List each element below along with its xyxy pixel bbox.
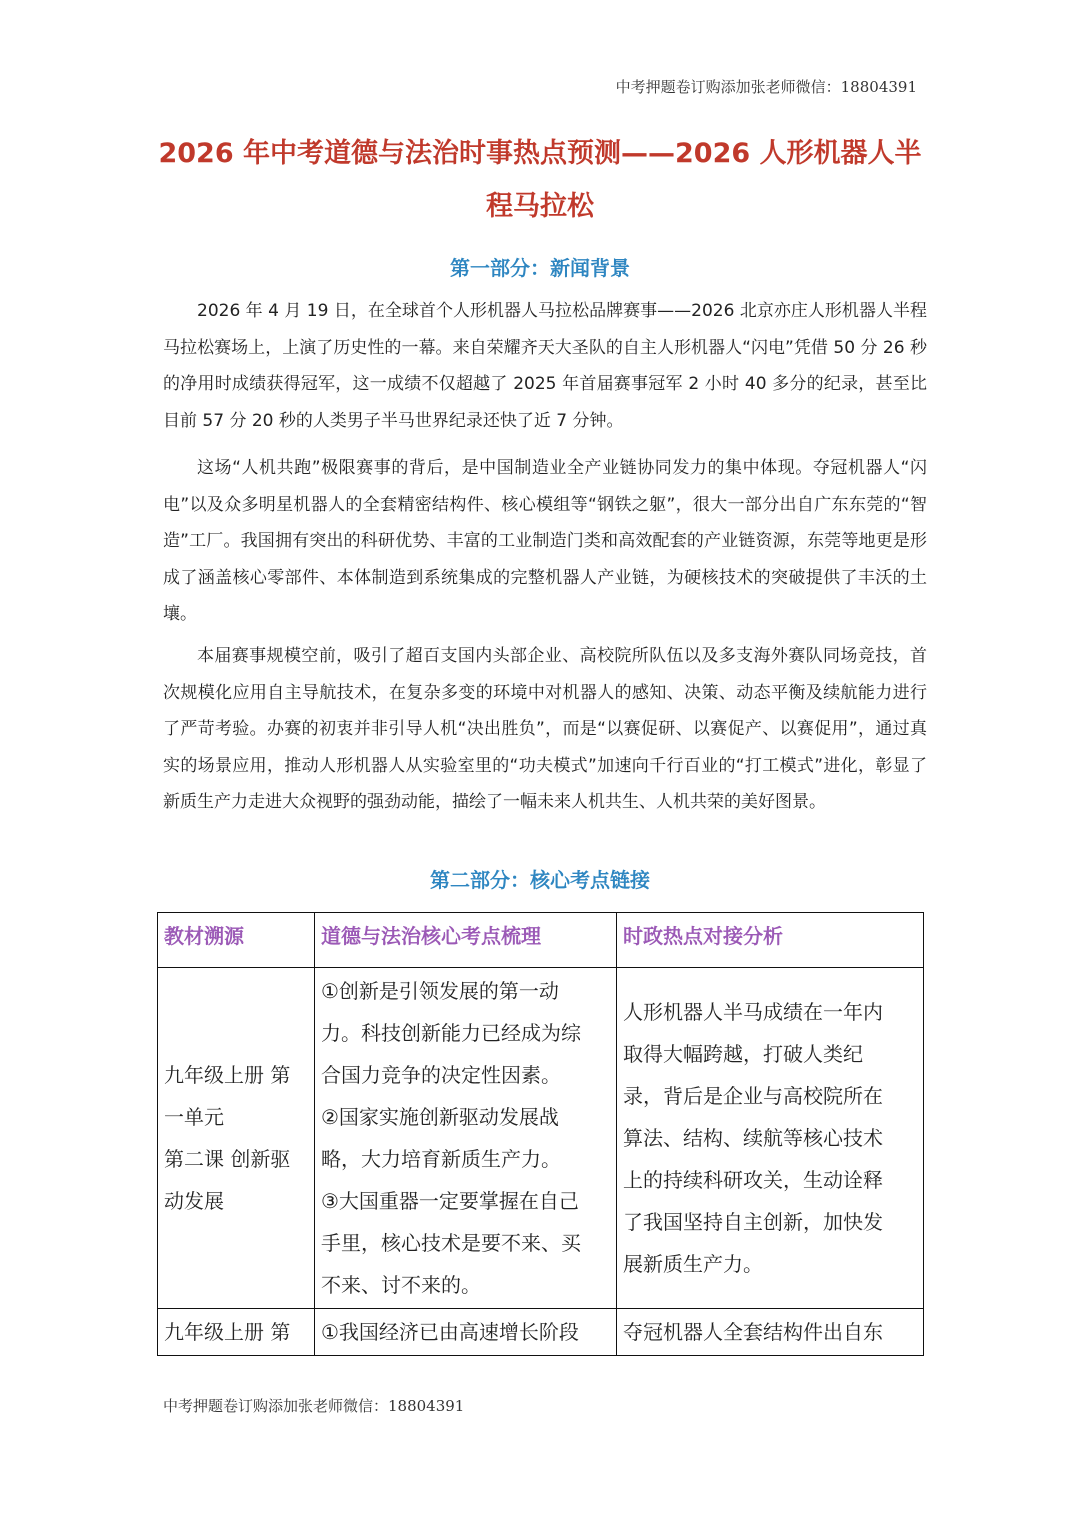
cell-line: ②国家实施创新驱动发展战 bbox=[321, 1105, 559, 1129]
cell-line: 了我国坚持自主创新，加快发 bbox=[623, 1210, 883, 1234]
table-row bbox=[158, 968, 924, 1309]
cell-line: 取得大幅跨越，打破人类纪 bbox=[623, 1042, 863, 1066]
cell-hotspot-analysis bbox=[617, 968, 924, 1309]
news-paragraph-1: 2026 年 4 月 19 日，在全球首个人形机器人马拉松品牌赛事——2026 北京亦庄人形机器人半程马拉松赛场上，上演了历史性的一幕。来自荣耀齐天大圣队的自主人形机器人“闪电”凭借 50 分 26 秒的净用时成绩获得冠军，这一成绩不仅超越了 2025 年首届赛事冠军 2 小时 40 多分的纪录，甚至比目前 57 分 20 秒的人类男子半马世界纪录还快了近 7 分钟。 bbox=[163, 301, 927, 431]
exam-points-table bbox=[157, 912, 924, 1356]
column-header-analysis: 时政热点对接分析 bbox=[617, 913, 924, 968]
page-title-line-2: 程马拉松 bbox=[486, 191, 594, 222]
cell-line: ③大国重器一定要掌握在自己 bbox=[321, 1189, 579, 1213]
cell-line: 人形机器人半马成绩在一年内 bbox=[623, 1000, 883, 1024]
cell-line: 展新质生产力。 bbox=[623, 1252, 763, 1276]
column-header-points: 道德与法治核心考点梳理 bbox=[315, 913, 617, 968]
header-contact-note: 中考押题卷订购添加张老师微信：18804391 bbox=[615, 78, 917, 96]
table-header-row bbox=[158, 913, 924, 968]
cell-line: 力。科技创新能力已经成为综 bbox=[321, 1021, 581, 1045]
news-paragraph-3: 本届赛事规模空前，吸引了超百支国内头部企业、高校院所队伍以及多支海外赛队同场竞技，首次规模化应用自主导航技术，在复杂多变的环境中对机器人的感知、决策、动态平衡及续航能力进行了严苛考验。办赛的初衷并非引导人机“决出胜负”，而是“以赛促研、以赛促产、以赛促用”，通过真实的场景应用，推动人形机器人从实验室里的“功夫模式”加速向千行百业的“打工模式”进化，彰显了新质生产力走进大众视野的强劲动能，描绘了一幅未来人机共生、人机共荣的美好图景。 bbox=[163, 646, 927, 812]
cell-line: 九年级上册 第 bbox=[164, 1063, 291, 1087]
cell-line: 第二课 创新驱 bbox=[164, 1147, 291, 1171]
cell-hotspot-analysis: 夺冠机器人全套结构件出自东 bbox=[617, 1309, 924, 1356]
cell-textbook-source bbox=[158, 968, 315, 1309]
cell-line: 不来、讨不来的。 bbox=[321, 1273, 481, 1297]
footer-contact-note: 中考押题卷订购添加张老师微信：18804391 bbox=[163, 1397, 465, 1415]
cell-line: ①创新是引领发展的第一动 bbox=[321, 979, 559, 1003]
cell-textbook-source: 九年级上册 第 bbox=[158, 1309, 315, 1356]
table-row bbox=[158, 1309, 924, 1356]
cell-line: 录，背后是企业与高校院所在 bbox=[623, 1084, 883, 1108]
cell-core-points: ①我国经济已由高速增长阶段 bbox=[315, 1309, 617, 1356]
cell-line: 上的持续科研攻关，生动诠释 bbox=[623, 1168, 883, 1192]
cell-line: 动发展 bbox=[164, 1189, 224, 1213]
section-2-heading: 第二部分：核心考点链接 bbox=[430, 868, 650, 892]
news-paragraph-2: 这场“人机共跑”极限赛事的背后，是中国制造业全产业链协同发力的集中体现。夺冠机器人“闪电”以及众多明星机器人的全套精密结构件、核心模组等“钢铁之躯”，很大一部分出自广东东莞的“智造”工厂。我国拥有突出的科研优势、丰富的工业制造门类和高效配套的产业链资源，东莞等地更是形成了涵盖核心零部件、本体制造到系统集成的完整机器人产业链，为硬核技术的突破提供了丰沃的土壤。 bbox=[163, 458, 927, 624]
cell-line: 合国力竞争的决定性因素。 bbox=[321, 1063, 561, 1087]
cell-line: 算法、结构、续航等核心技术 bbox=[623, 1126, 883, 1150]
cell-line: 手里，核心技术是要不来、买 bbox=[321, 1231, 581, 1255]
cell-core-points bbox=[315, 968, 617, 1309]
section-1-heading: 第一部分：新闻背景 bbox=[450, 256, 630, 280]
cell-line: 略，大力培育新质生产力。 bbox=[321, 1147, 561, 1171]
column-header-source: 教材溯源 bbox=[158, 913, 315, 968]
page-title-line-1: 2026 年中考道德与法治时事热点预测——2026 人形机器人半 bbox=[158, 138, 922, 169]
cell-line: 一单元 bbox=[164, 1105, 224, 1129]
